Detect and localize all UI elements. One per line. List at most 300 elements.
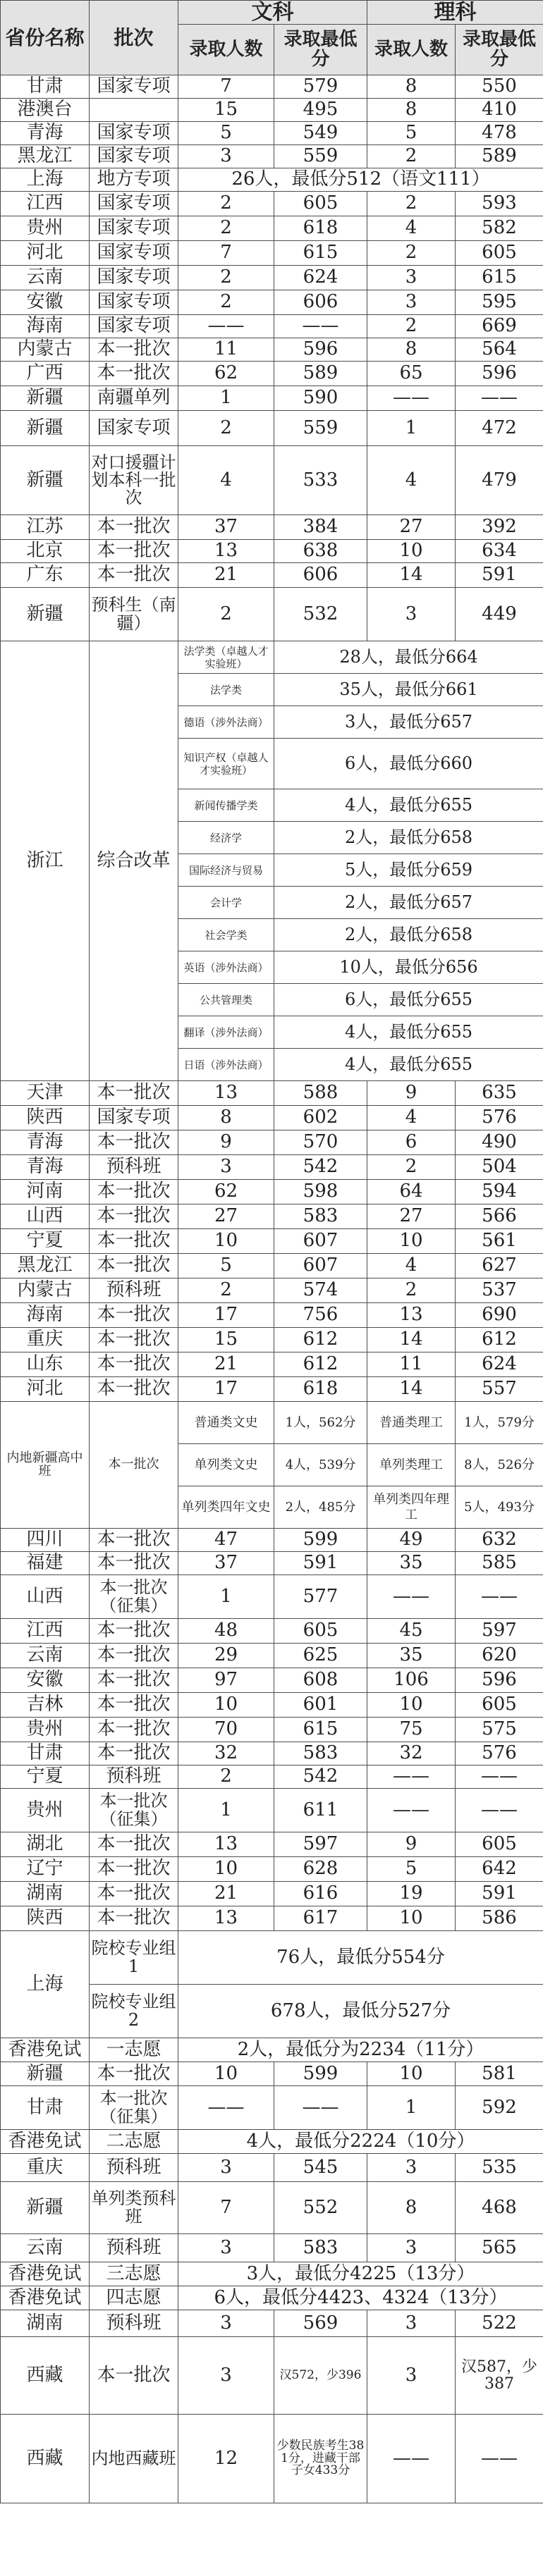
batch-cell: 院校专业组1 [90, 1931, 178, 1985]
table-row [1, 1832, 543, 1857]
like-count-cell: —— [367, 1789, 456, 1832]
wenke-count-cell: 2 [178, 266, 274, 290]
batch-cell: 本一批次 [90, 1254, 178, 1278]
province-cell: 青海 [1, 122, 90, 145]
province-cell: 河南 [1, 1180, 90, 1204]
province-cell: 湖南 [1, 2310, 90, 2337]
like-count-cell: 2 [367, 1155, 456, 1180]
table-row [1, 1328, 543, 1352]
province-cell: 四川 [1, 1529, 90, 1552]
batch-cell: 本一批次 [90, 2062, 178, 2086]
wenke-count-cell: 37 [178, 515, 274, 540]
like-score-cell: 669 [456, 315, 543, 338]
batch-cell: 国家专项 [90, 266, 178, 290]
wenke-score-cell: 599 [274, 1529, 367, 1552]
like-count-cell: 64 [367, 1180, 456, 1204]
like-score-cell: 592 [456, 2086, 543, 2130]
table-row [1, 515, 543, 540]
wenke-score-cell: 590 [274, 386, 367, 411]
like-count-cell: 3 [367, 290, 456, 315]
like-count-cell: 8 [367, 99, 456, 122]
province-cell: 港澳台 [1, 99, 90, 122]
province-cell: 山西 [1, 1204, 90, 1229]
like-count-cell: 3 [367, 2337, 456, 2415]
province-cell: 云南 [1, 266, 90, 290]
province-cell: 香港免试 [1, 2286, 90, 2310]
wenke-score-cell: 628 [274, 1857, 367, 1882]
like-count-cell: 32 [367, 1742, 456, 1765]
like-score-cell: 565 [456, 2234, 543, 2262]
like-count-cell: 2 [367, 241, 456, 266]
like-score-cell: 490 [456, 1130, 543, 1155]
table-row [1, 2262, 543, 2286]
like-score-cell: 624 [456, 1352, 543, 1377]
batch-cell: 本一批次 [90, 1718, 178, 1742]
province-cell: 香港免试 [1, 2038, 90, 2062]
like-score-cell: 576 [456, 1742, 543, 1765]
header-wenke-min: 录取最低分 [274, 25, 367, 75]
wenke-score-cell: 588 [274, 1081, 367, 1106]
table-row [1, 315, 543, 338]
batch-cell: 本一批次（征集） [90, 1789, 178, 1832]
batch-cell: 本一批次 [90, 1229, 178, 1254]
table-row [1, 2130, 543, 2154]
province-cell: 陕西 [1, 1106, 90, 1130]
wenke-score-cell: 596 [274, 338, 367, 362]
like-count-cell: 3 [367, 2310, 456, 2337]
like-count-cell: 10 [367, 1906, 456, 1931]
like-score-cell: 564 [456, 338, 543, 362]
wenke-score-cell: 汉572，少396 [274, 2337, 367, 2415]
wenke-score-cell: 549 [274, 122, 367, 145]
wenke-count-cell: 32 [178, 1742, 274, 1765]
major-name-cell: 德语（涉外法商） [178, 706, 274, 739]
major-info-cell: 10人，最低分656 [274, 951, 543, 984]
wenke-count-cell: 5 [178, 1254, 274, 1278]
like-count-cell: 27 [367, 515, 456, 540]
province-cell: 安徽 [1, 1668, 90, 1693]
wenke-count-cell: 13 [178, 540, 274, 563]
header-like-min: 录取最低分 [456, 25, 543, 75]
table-row [1, 1742, 543, 1765]
province-cell: 福建 [1, 1552, 90, 1575]
like-count-cell: 4 [367, 216, 456, 241]
like-count-cell: 27 [367, 1204, 456, 1229]
table-row [1, 1857, 543, 1882]
like-score-cell: 627 [456, 1254, 543, 1278]
major-name-cell: 经济学 [178, 822, 274, 854]
merged-info-cell: 26人，最低分512（语文111） [178, 168, 543, 192]
wenke-score-cell: 577 [274, 1575, 367, 1619]
province-cell: 上海 [1, 1931, 90, 2038]
province-cell: 宁夏 [1, 1229, 90, 1254]
like-score-cell: 596 [456, 1668, 543, 1693]
merged-info-cell: 6人，最低分4423、4324（13分） [178, 2286, 543, 2310]
province-cell: 安徽 [1, 290, 90, 315]
like-score-cell: 504 [456, 1155, 543, 1180]
major-info-cell: 2人，最低分658 [274, 822, 543, 854]
province-cell: 海南 [1, 1303, 90, 1328]
like-info-cell: 8人，526分 [456, 1444, 543, 1486]
province-cell: 青海 [1, 1130, 90, 1155]
like-score-cell: 449 [456, 588, 543, 641]
like-count-cell: 2 [367, 315, 456, 338]
wenke-count-cell: 9 [178, 1130, 274, 1155]
batch-cell: 国家专项 [90, 192, 178, 216]
like-count-cell: —— [367, 2415, 456, 2503]
table-row [1, 1303, 543, 1328]
wenke-count-cell: 3 [178, 2234, 274, 2262]
like-score-cell: —— [456, 386, 543, 411]
wenke-score-cell: 559 [274, 145, 367, 168]
table-row [1, 241, 543, 266]
wenke-count-cell: 5 [178, 122, 274, 145]
table-row [1, 1352, 543, 1377]
batch-cell: 国家专项 [90, 315, 178, 338]
province-cell: 陕西 [1, 1906, 90, 1931]
province-cell: 甘肃 [1, 2086, 90, 2130]
like-count-cell: 2 [367, 192, 456, 216]
batch-cell: 本一批次 [90, 1377, 178, 1402]
wenke-score-cell: 583 [274, 1204, 367, 1229]
table-row [1, 563, 543, 588]
table-row [1, 1180, 543, 1204]
wenke-info-cell: 1人，562分 [274, 1402, 367, 1444]
like-count-cell: 9 [367, 1832, 456, 1857]
wenke-count-cell: 13 [178, 1081, 274, 1106]
merged-info-cell: 2人，最低分为2234（11分） [178, 2038, 543, 2062]
province-cell: 河北 [1, 1377, 90, 1402]
batch-cell: 二志愿 [90, 2130, 178, 2154]
major-name-cell: 会计学 [178, 887, 274, 919]
table-row [1, 1081, 543, 1106]
header-like-count: 录取人数 [367, 25, 456, 75]
like-score-cell: 478 [456, 122, 543, 145]
province-cell: 云南 [1, 1644, 90, 1668]
table-row [1, 2310, 543, 2337]
like-count-cell: 2 [367, 145, 456, 168]
batch-cell: 预科班 [90, 2154, 178, 2182]
like-count-cell: 1 [367, 2086, 456, 2130]
wenke-count-cell: 3 [178, 2154, 274, 2182]
major-info-cell: 35人，最低分661 [274, 674, 543, 706]
wenke-type-cell: 单列类四年文史 [178, 1486, 274, 1529]
batch-cell: 预科班 [90, 2234, 178, 2262]
batch-cell: 国家专项 [90, 290, 178, 315]
like-score-cell: 472 [456, 411, 543, 446]
wenke-score-cell: 608 [274, 1668, 367, 1693]
batch-cell: 本一批次 [90, 563, 178, 588]
batch-cell [90, 99, 178, 122]
like-count-cell: 5 [367, 1857, 456, 1882]
like-count-cell: 13 [367, 1303, 456, 1328]
major-name-cell: 英语（涉外法商） [178, 951, 274, 984]
table-row [1, 362, 543, 386]
like-score-cell: 634 [456, 540, 543, 563]
wenke-score-cell: 625 [274, 1644, 367, 1668]
like-count-cell: 2 [367, 1278, 456, 1303]
province-cell: 新疆 [1, 2182, 90, 2234]
wenke-score-cell: 542 [274, 1155, 367, 1180]
wenke-count-cell: 17 [178, 1303, 274, 1328]
province-cell: 天津 [1, 1081, 90, 1106]
batch-cell: 地方专项 [90, 168, 178, 192]
like-score-cell: 537 [456, 1278, 543, 1303]
wenke-score-cell: 615 [274, 241, 367, 266]
province-cell: 山西 [1, 1575, 90, 1619]
batch-cell: 本一批次 [90, 515, 178, 540]
like-score-cell: 635 [456, 1081, 543, 1106]
like-score-cell: —— [456, 1575, 543, 1619]
like-count-cell: 4 [367, 1106, 456, 1130]
province-cell: 河北 [1, 241, 90, 266]
wenke-score-cell: 570 [274, 1130, 367, 1155]
like-count-cell: 10 [367, 540, 456, 563]
batch-cell: 本一批次 [90, 1303, 178, 1328]
wenke-count-cell: 10 [178, 2062, 274, 2086]
wenke-score-cell: 495 [274, 99, 367, 122]
like-score-cell: 535 [456, 2154, 543, 2182]
batch-cell: 国家专项 [90, 122, 178, 145]
like-score-cell: 595 [456, 290, 543, 315]
like-score-cell: 557 [456, 1377, 543, 1402]
like-count-cell: 75 [367, 1718, 456, 1742]
like-count-cell: 3 [367, 266, 456, 290]
like-score-cell: 597 [456, 1619, 543, 1644]
batch-cell: 本一批次 [90, 1204, 178, 1229]
like-score-cell: 594 [456, 1180, 543, 1204]
major-info-cell: 2人，最低分658 [274, 919, 543, 951]
batch-cell: 预科班 [90, 1278, 178, 1303]
batch-cell: 本一批次 [90, 1180, 178, 1204]
wenke-score-cell: 583 [274, 1742, 367, 1765]
wenke-count-cell: 3 [178, 1155, 274, 1180]
like-score-cell: 690 [456, 1303, 543, 1328]
batch-cell: 对口援疆计划本科一批次 [90, 446, 178, 515]
like-count-cell: 4 [367, 1254, 456, 1278]
province-cell: 上海 [1, 168, 90, 192]
wenke-count-cell: 48 [178, 1619, 274, 1644]
table-row [1, 2286, 543, 2310]
wenke-score-cell: 583 [274, 2234, 367, 2262]
wenke-score-cell: 533 [274, 446, 367, 515]
wenke-count-cell: 13 [178, 1906, 274, 1931]
wenke-count-cell: 3 [178, 2310, 274, 2337]
like-score-cell: 561 [456, 1229, 543, 1254]
batch-cell: 南疆单列 [90, 386, 178, 411]
zhejiang-major-row [1, 641, 543, 674]
wenke-score-cell: 589 [274, 362, 367, 386]
table-row [1, 290, 543, 315]
province-cell: 山东 [1, 1352, 90, 1377]
like-score-cell: 612 [456, 1328, 543, 1352]
merged-info-cell: 4人，最低分2224（10分） [178, 2130, 543, 2154]
batch-cell: 本一批次 [90, 1619, 178, 1644]
batch-cell: 本一批次 [90, 540, 178, 563]
wenke-count-cell: 2 [178, 290, 274, 315]
table-row [1, 1106, 543, 1130]
wenke-info-cell: 4人，539分 [274, 1444, 367, 1486]
province-cell: 重庆 [1, 2154, 90, 2182]
batch-cell: 本一批次 [90, 1832, 178, 1857]
major-name-cell: 日语（涉外法商） [178, 1049, 274, 1081]
wenke-score-cell: 559 [274, 411, 367, 446]
like-count-cell: 3 [367, 588, 456, 641]
table-row [1, 2337, 543, 2415]
major-name-cell: 国际经济与贸易 [178, 854, 274, 887]
header-batch: 批次 [90, 1, 178, 75]
wenke-score-cell: 542 [274, 1765, 367, 1789]
header-like: 理科 [367, 1, 543, 25]
wenke-count-cell: 1 [178, 1789, 274, 1832]
like-score-cell: 605 [456, 1832, 543, 1857]
table-row [1, 2415, 543, 2503]
like-score-cell: 479 [456, 446, 543, 515]
like-count-cell: 14 [367, 1377, 456, 1402]
table-row [1, 266, 543, 290]
wenke-score-cell: 591 [274, 1552, 367, 1575]
table-row [1, 1155, 543, 1180]
wenke-count-cell: 1 [178, 1575, 274, 1619]
province-cell: 新疆 [1, 386, 90, 411]
wenke-score-cell: 606 [274, 290, 367, 315]
table-row [1, 446, 543, 515]
batch-cell: 本一批次 [90, 2337, 178, 2415]
province-cell: 内地新疆高中班 [1, 1402, 90, 1529]
wenke-count-cell: 21 [178, 1882, 274, 1906]
like-count-cell: —— [367, 1575, 456, 1619]
wenke-score-cell: 618 [274, 216, 367, 241]
wenke-score-cell: —— [274, 315, 367, 338]
batch-cell: 国家专项 [90, 1106, 178, 1130]
table-row [1, 192, 543, 216]
like-info-cell: 5人，493分 [456, 1486, 543, 1529]
batch-cell: 四志愿 [90, 2286, 178, 2310]
major-info-cell: 4人，最低分655 [274, 1049, 543, 1081]
province-cell: 吉林 [1, 1693, 90, 1718]
like-score-cell: 591 [456, 1882, 543, 1906]
table-row [1, 1619, 543, 1644]
table-row [1, 122, 543, 145]
wenke-score-cell: 532 [274, 588, 367, 641]
table-row [1, 1130, 543, 1155]
like-score-cell: 642 [456, 1857, 543, 1882]
batch-cell: 预科生（南疆） [90, 588, 178, 641]
like-score-cell: 581 [456, 2062, 543, 2086]
province-cell: 广西 [1, 362, 90, 386]
province-cell: 新疆 [1, 411, 90, 446]
like-score-cell: —— [456, 1765, 543, 1789]
wenke-score-cell: 601 [274, 1693, 367, 1718]
like-count-cell: 14 [367, 1328, 456, 1352]
wenke-score-cell: 624 [274, 266, 367, 290]
major-name-cell: 法学类 [178, 674, 274, 706]
wenke-count-cell: 7 [178, 75, 274, 99]
major-info-cell: 4人，最低分655 [274, 789, 543, 822]
wenke-count-cell: 2 [178, 1278, 274, 1303]
province-cell: 贵州 [1, 1789, 90, 1832]
table-row [1, 1644, 543, 1668]
major-name-cell: 知识产权（卓越人才实验班） [178, 739, 274, 789]
like-score-cell: 522 [456, 2310, 543, 2337]
wenke-score-cell: 611 [274, 1789, 367, 1832]
like-score-cell: 汉587，少387 [456, 2337, 543, 2415]
wenke-count-cell: 37 [178, 1552, 274, 1575]
province-cell: 湖南 [1, 1882, 90, 1906]
table-row [1, 2234, 543, 2262]
wenke-count-cell: 2 [178, 411, 274, 446]
merged-info-cell: 76人，最低分554分 [178, 1931, 543, 1985]
batch-cell: 本一批次 [90, 1668, 178, 1693]
table-row [1, 411, 543, 446]
wenke-count-cell: 10 [178, 1693, 274, 1718]
table-row [1, 1693, 543, 1718]
table-row [1, 1278, 543, 1303]
wenke-count-cell: 21 [178, 1352, 274, 1377]
major-info-cell: 2人，最低分657 [274, 887, 543, 919]
wenke-score-cell: 605 [274, 1619, 367, 1644]
batch-cell: 本一批次 [90, 1130, 178, 1155]
like-count-cell: 49 [367, 1529, 456, 1552]
like-count-cell: 10 [367, 1229, 456, 1254]
wenke-score-cell: 597 [274, 1832, 367, 1857]
merged-info-cell: 678人，最低分527分 [178, 1985, 543, 2038]
batch-cell: 院校专业组2 [90, 1985, 178, 2038]
province-cell: 宁夏 [1, 1765, 90, 1789]
wenke-score-cell: 615 [274, 1718, 367, 1742]
table-row [1, 540, 543, 563]
header-wenke-count: 录取人数 [178, 25, 274, 75]
table-row [1, 216, 543, 241]
wenke-score-cell: 599 [274, 2062, 367, 2086]
like-score-cell: 410 [456, 99, 543, 122]
like-count-cell: 45 [367, 1619, 456, 1644]
wenke-count-cell: 11 [178, 338, 274, 362]
wenke-score-cell: 606 [274, 563, 367, 588]
wenke-count-cell: 62 [178, 362, 274, 386]
province-cell: 江西 [1, 192, 90, 216]
wenke-score-cell: 569 [274, 2310, 367, 2337]
batch-cell: 本一批次 [90, 1352, 178, 1377]
major-name-cell: 公共管理类 [178, 984, 274, 1016]
like-count-cell: 11 [367, 1352, 456, 1377]
like-type-cell: 单列类四年理工 [367, 1486, 456, 1529]
like-score-cell: 593 [456, 192, 543, 216]
like-count-cell: —— [367, 1765, 456, 1789]
batch-cell: 本一批次 [90, 1882, 178, 1906]
wenke-count-cell: 13 [178, 1832, 274, 1857]
province-cell: 黑龙江 [1, 145, 90, 168]
like-count-cell: 65 [367, 362, 456, 386]
like-count-cell: 106 [367, 1668, 456, 1693]
major-info-cell: 3人，最低分657 [274, 706, 543, 739]
wenke-count-cell: 2 [178, 192, 274, 216]
like-type-cell: 单列类理工 [367, 1444, 456, 1486]
province-cell: 新疆 [1, 2062, 90, 2086]
wenke-info-cell: 2人，485分 [274, 1486, 367, 1529]
batch-cell: 本一批次（征集） [90, 2086, 178, 2130]
wenke-count-cell: 70 [178, 1718, 274, 1742]
like-count-cell: 1 [367, 411, 456, 446]
like-score-cell: 632 [456, 1529, 543, 1552]
province-cell: 新疆 [1, 446, 90, 515]
merged-info-cell: 3人，最低分4225（13分） [178, 2262, 543, 2286]
batch-cell: 本一批次 [90, 1328, 178, 1352]
like-score-cell: 392 [456, 515, 543, 540]
batch-cell: 本一批次 [90, 338, 178, 362]
wenke-count-cell: 15 [178, 99, 274, 122]
wenke-score-cell: 579 [274, 75, 367, 99]
